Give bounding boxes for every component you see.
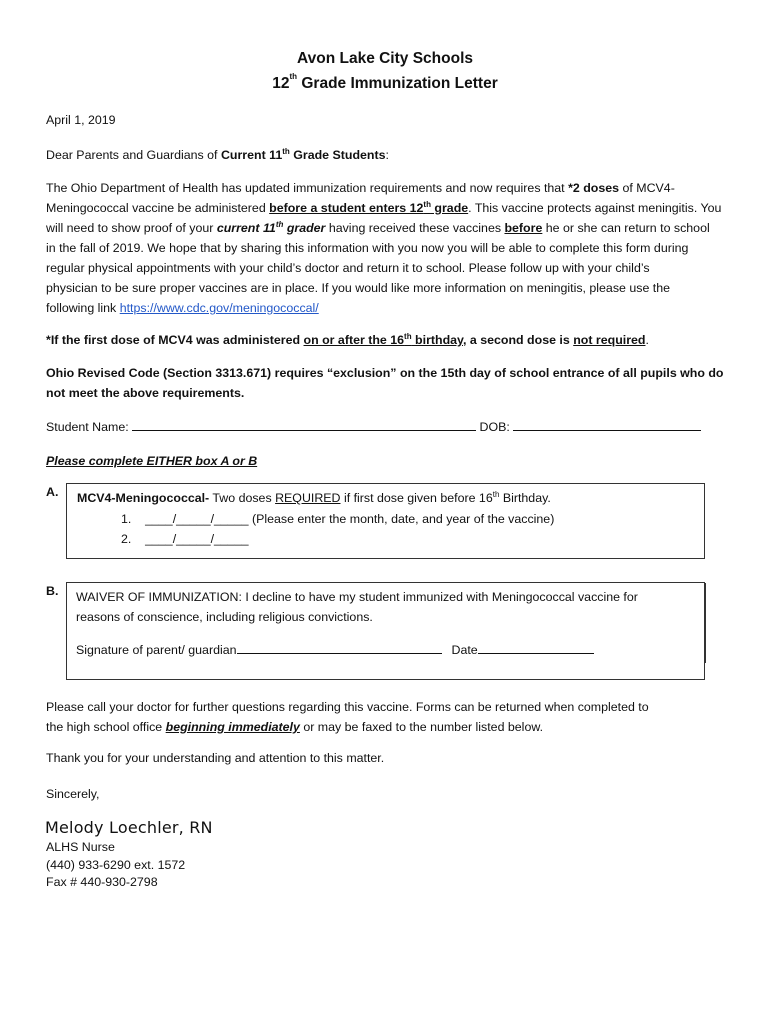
dose-1-date-field[interactable]: ____/_____/_____	[145, 512, 249, 526]
box-b-label: B.	[46, 584, 59, 598]
box-a	[66, 483, 705, 559]
student-fields: Student Name: DOB:	[46, 417, 726, 437]
signature-name: Melody Loechler, RN	[45, 818, 213, 837]
sincerely-text: Sincerely,	[46, 787, 100, 801]
page-subtitle: 12th Grade Immunization Letter	[272, 72, 498, 92]
box-a-label: A.	[46, 485, 59, 499]
closing-paragraph: Please call your doctor for further questions regarding this vaccine. Forms can be returned when completed to the high school office beginning immediately or may be faxed to the number listed below.	[46, 700, 649, 734]
student-name-field[interactable]	[132, 417, 476, 431]
signature-block: ALHS Nurse (440) 933-6290 ext. 1572 Fax # 440-930-2798	[46, 840, 186, 889]
dob-field[interactable]	[513, 417, 701, 431]
box-b	[66, 582, 705, 680]
ohio-revised-code-note: Ohio Revised Code (Section 3313.671) requires “exclusion” on the 15th day of school entrance of all pupils who do not meet the above requirements.	[46, 366, 724, 400]
waiver-signature-row: Signature of parent/ guardian Date	[76, 640, 594, 660]
waiver-text-1: WAIVER OF IMMUNIZATION: I decline to have my student immunized with Meningococcal vaccine for	[76, 590, 638, 604]
waiver-date-field[interactable]	[478, 640, 594, 654]
dose-2-row[interactable]: 2. ____/_____/_____	[121, 532, 249, 546]
body-paragraph: The Ohio Department of Health has updated immunization requirements and now requires that *2 doses of MCV4- Meningococcal vaccine be administered before a student enters 12th grade. This vaccine protects against meningitis. You will need to show proof of your current 11th grader having received these vaccines before he or she can return to school in the fall of 2019. We hope that by sharing this information with you now you will be able to complete this form during regular physical appointments with your child’s doctor and return it to school. Please follow up with your child’s physician to be sure proper vaccines are in place. If you would like more information on meningitis, please use the following link https://www.cdc.gov/meningococcal/	[46, 181, 722, 315]
box-a-title: MCV4-Meningococcal- Two doses REQUIRED if first dose given before 16th Birthday.	[77, 490, 551, 505]
page-title: Avon Lake City Schools	[297, 50, 473, 67]
second-dose-note: *If the first dose of MCV4 was administered on or after the 16th birthday, a second dose is not required.	[46, 332, 649, 347]
salutation: Dear Parents and Guardians of Current 11th Grade Students:	[46, 147, 389, 162]
waiver-text-2: reasons of conscience, including religious convictions.	[76, 610, 373, 624]
dose-2-date-field[interactable]: ____/_____/_____	[145, 532, 249, 546]
letter-date: April 1, 2019	[46, 113, 116, 127]
cdc-link[interactable]: https://www.cdc.gov/meningococcal/	[119, 301, 319, 315]
guardian-signature-field[interactable]	[237, 640, 442, 654]
dose-1-row[interactable]: 1. ____/_____/_____ (Please enter the month, date, and year of the vaccine)	[121, 512, 555, 526]
instruction: Please complete EITHER box A or B	[46, 454, 258, 468]
thanks-text: Thank you for your understanding and attention to this matter.	[46, 751, 385, 765]
